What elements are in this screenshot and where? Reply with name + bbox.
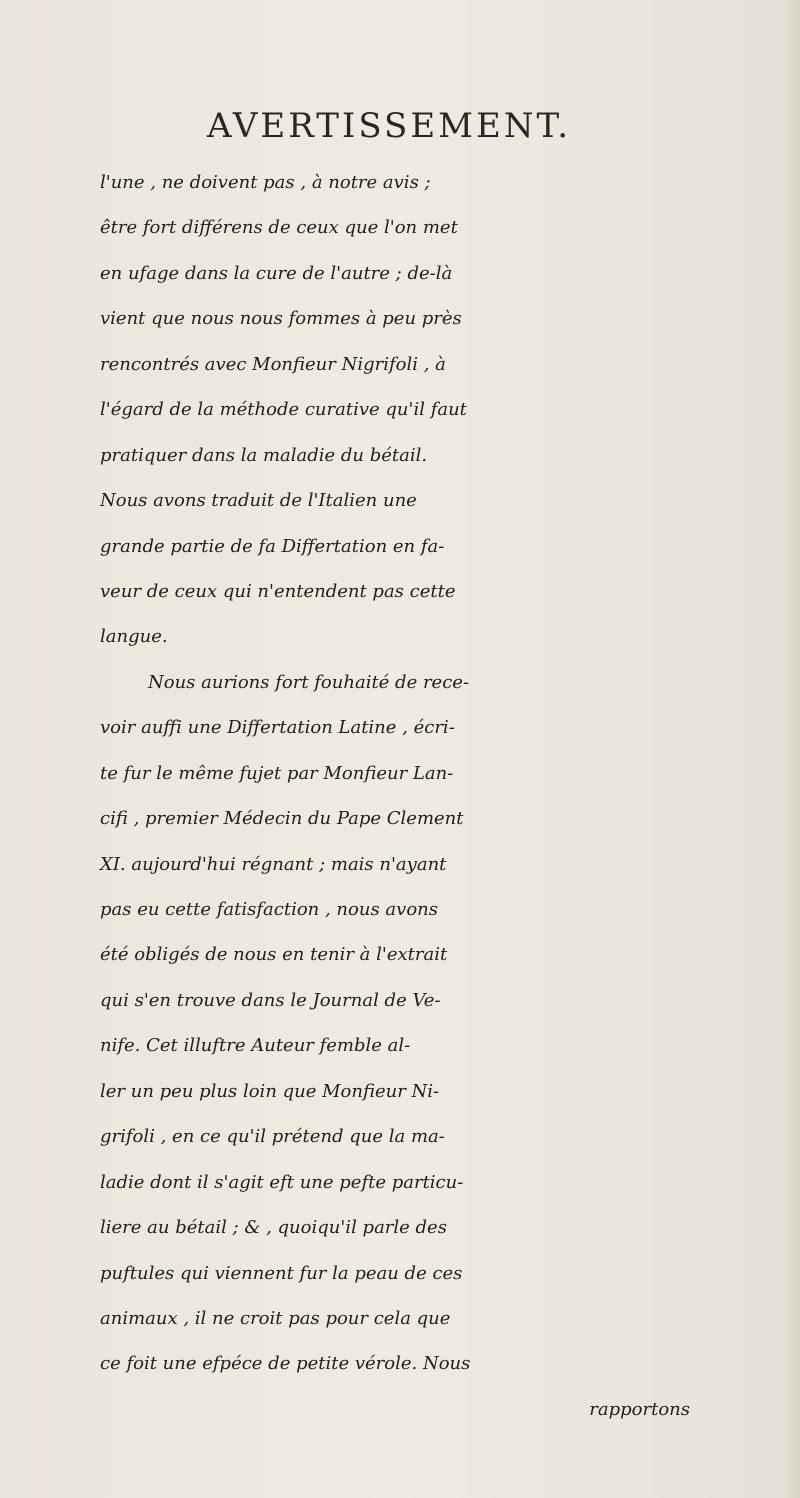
text-line-22: grifoli , en ce qu'il prétend que la ma- — [100, 1126, 445, 1148]
body-text — [100, 160, 800, 1432]
text-line-5: rencontrés avec Monfieur Nigrifoli , à — [100, 353, 446, 375]
text-line-12: Nous aurions fort fouhaité de rece- — [148, 671, 470, 693]
text-line-26: animaux , il ne croit pas pour cela que — [100, 1307, 451, 1329]
running-head: AVERTISSEMENT. — [207, 106, 572, 146]
text-line-17: pas eu cette fatisfaction , nous avons — [100, 899, 438, 920]
text-line-1: l'une , ne doivent pas , à notre avis ; — [100, 172, 431, 193]
text-line-25: puftules qui viennent fur la peau de ces — [100, 1262, 463, 1284]
text-line-7: pratiquer dans la maladie du bétail. — [100, 444, 428, 466]
text-line-23: ladie dont il s'agit eft une pefte particu- — [100, 1171, 464, 1193]
text-line-9: grande partie de fa Differtation en fa- — [100, 535, 445, 557]
text-line-15: cifi , premier Médecin du Pape Clement — [100, 808, 464, 830]
text-line-13: voir auffi une Differtation Latine , écri- — [100, 717, 455, 739]
text-line-19: qui s'en trouve dans le Journal de Ve- — [100, 989, 441, 1011]
text-line-27: ce foit une efpéce de petite vérole. Nous — [100, 1353, 471, 1375]
text-line-14: te fur le même fujet par Monfieur Lan- — [100, 762, 454, 784]
text-line-8: Nous avons traduit de l'Italien une — [100, 490, 417, 512]
text-line-16: XI. aujourd'hui régnant ; mais n'ayant — [100, 853, 447, 875]
text-line-6: l'égard de la méthode curative qu'il faut — [100, 399, 467, 421]
text-line-3: en ufage dans la cure de l'autre ; de-là — [100, 262, 453, 284]
catchword: rapportons — [589, 1398, 690, 1420]
text-line-20: nife. Cet illuftre Auteur femble al- — [100, 1035, 411, 1057]
text-line-21: ler un peu plus loin que Monfieur Ni- — [100, 1080, 440, 1102]
text-line-11: langue. — [100, 626, 168, 648]
text-line-4: vient que nous nous fommes à peu près — [100, 308, 462, 330]
text-line-10: veur de ceux qui n'entendent pas cette — [100, 580, 456, 602]
text-line-18: été obligés de nous en tenir à l'extrait — [100, 944, 448, 966]
text-line-24: liere au bétail ; & , quoiqu'il parle des — [100, 1217, 447, 1239]
text-line-2: être fort différens de ceux que l'on met — [100, 217, 458, 239]
